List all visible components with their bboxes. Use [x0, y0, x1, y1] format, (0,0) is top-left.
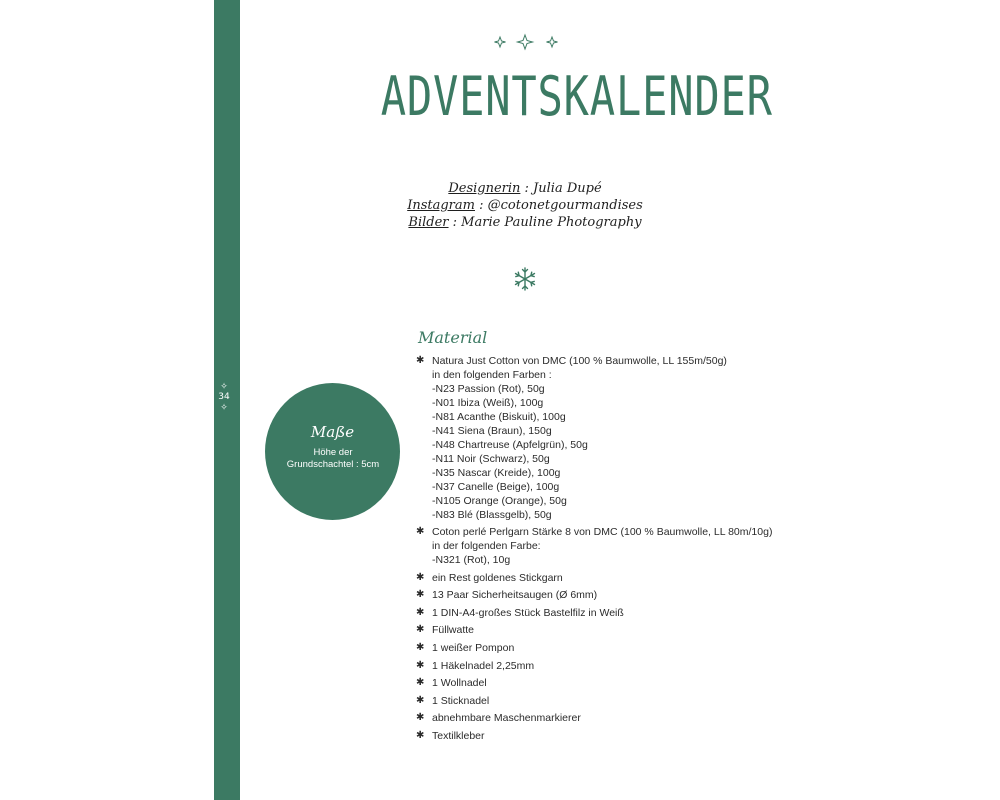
credit-line [340, 197, 710, 214]
sparkle-icon [547, 37, 558, 47]
color-line: -N41 Siena (Braun), 150g [432, 425, 552, 437]
sparkle-icon [495, 37, 506, 47]
sparkle-icon: ✧ [220, 403, 228, 413]
asterisk-icon: ✱ [416, 355, 425, 366]
color-line: -N105 Orange (Orange), 50g [432, 495, 567, 507]
measurements-circle [265, 383, 400, 520]
asterisk-icon: ✱ [416, 712, 425, 724]
item-text: Natura Just Cotton von DMC (100 % Baumwolle, LL 155m/50g) [432, 355, 727, 367]
list-item [416, 571, 816, 585]
color-line: -N01 Ibiza (Weiß), 100g [432, 397, 544, 409]
color-line: -N35 Nascar (Kreide), 100g [432, 467, 561, 479]
sparkle-icon [518, 35, 533, 49]
color-line: -N48 Chartreuse (Apfelgrün), 50g [432, 439, 588, 451]
credit-label: Bilder [408, 215, 449, 230]
item-text: 1 Häkelnadel 2,25mm [432, 659, 535, 672]
asterisk-icon: ✱ [416, 694, 425, 706]
asterisk-icon: ✱ [416, 589, 425, 601]
item-text: 1 Wollnadel [432, 677, 487, 690]
item-text: 1 Sticknadel [432, 694, 490, 707]
snowflake-icon [510, 264, 540, 294]
list-item [416, 729, 816, 743]
asterisk-icon: ✱ [416, 526, 425, 537]
list-item [416, 354, 816, 522]
asterisk-icon: ✱ [416, 641, 425, 653]
credit-line [340, 180, 710, 197]
color-line: -N37 Canelle (Beige), 100g [432, 481, 560, 493]
item-text: in den folgenden Farben : [432, 369, 552, 381]
material-heading: Material [418, 328, 488, 347]
list-item [416, 641, 816, 655]
credit-label: Instagram [407, 198, 475, 213]
list-item [416, 525, 816, 567]
material-list [416, 354, 816, 743]
page-number: 34 [218, 392, 230, 402]
list-item [416, 676, 816, 690]
item-text: 13 Paar Sicherheitsaugen (Ø 6mm) [432, 589, 598, 602]
item-text: 1 weißer Pompon [432, 641, 515, 654]
asterisk-icon: ✱ [416, 729, 425, 741]
item-text: abnehmbare Maschenmarkierer [432, 712, 581, 725]
measurements-title: Maße [310, 423, 355, 441]
item-text: Textilkleber [432, 729, 485, 742]
credit-line [340, 214, 710, 231]
credit-value: : Marie Pauline Photography [448, 215, 642, 230]
list-item [416, 588, 816, 602]
credit-value: : Julia Dupé [520, 181, 602, 196]
item-text: 1 DIN-A4-großes Stück Bastelfilz in Weiß [432, 606, 624, 619]
list-item [416, 659, 816, 673]
sparkle-icon: ✧ [220, 382, 228, 392]
color-line: -N321 (Rot), 10g [432, 554, 511, 566]
color-line: -N11 Noir (Schwarz), 50g [432, 453, 550, 465]
list-item [416, 711, 816, 725]
asterisk-icon: ✱ [416, 659, 425, 671]
asterisk-icon: ✱ [416, 606, 425, 618]
credit-label: Designerin [448, 181, 521, 196]
asterisk-icon: ✱ [416, 571, 425, 583]
page-number-block [214, 382, 234, 413]
asterisk-icon: ✱ [416, 677, 425, 689]
color-line: -N23 Passion (Rot), 50g [432, 383, 545, 395]
sparkles-icon [480, 32, 570, 52]
credits [340, 180, 710, 231]
item-text: Füllwatte [432, 624, 475, 637]
measurements-text: Höhe der Grundschachtel : 5cm [286, 447, 380, 470]
item-text: in der folgenden Farbe: [432, 540, 541, 552]
item-text: ein Rest goldenes Stickgarn [432, 571, 563, 584]
asterisk-icon: ✱ [416, 624, 425, 636]
color-line: -N83 Blé (Blassgelb), 50g [432, 509, 552, 521]
page-title: ADVENTSKALENDER [380, 65, 773, 128]
color-line: -N81 Acanthe (Biskuit), 100g [432, 411, 566, 423]
list-item [416, 623, 816, 637]
list-item [416, 606, 816, 620]
item-text: Coton perlé Perlgarn Stärke 8 von DMC (100 % Baumwolle, LL 80m/10g) [432, 526, 773, 538]
credit-value: : @cotonetgourmandises [474, 198, 643, 213]
list-item [416, 694, 816, 708]
